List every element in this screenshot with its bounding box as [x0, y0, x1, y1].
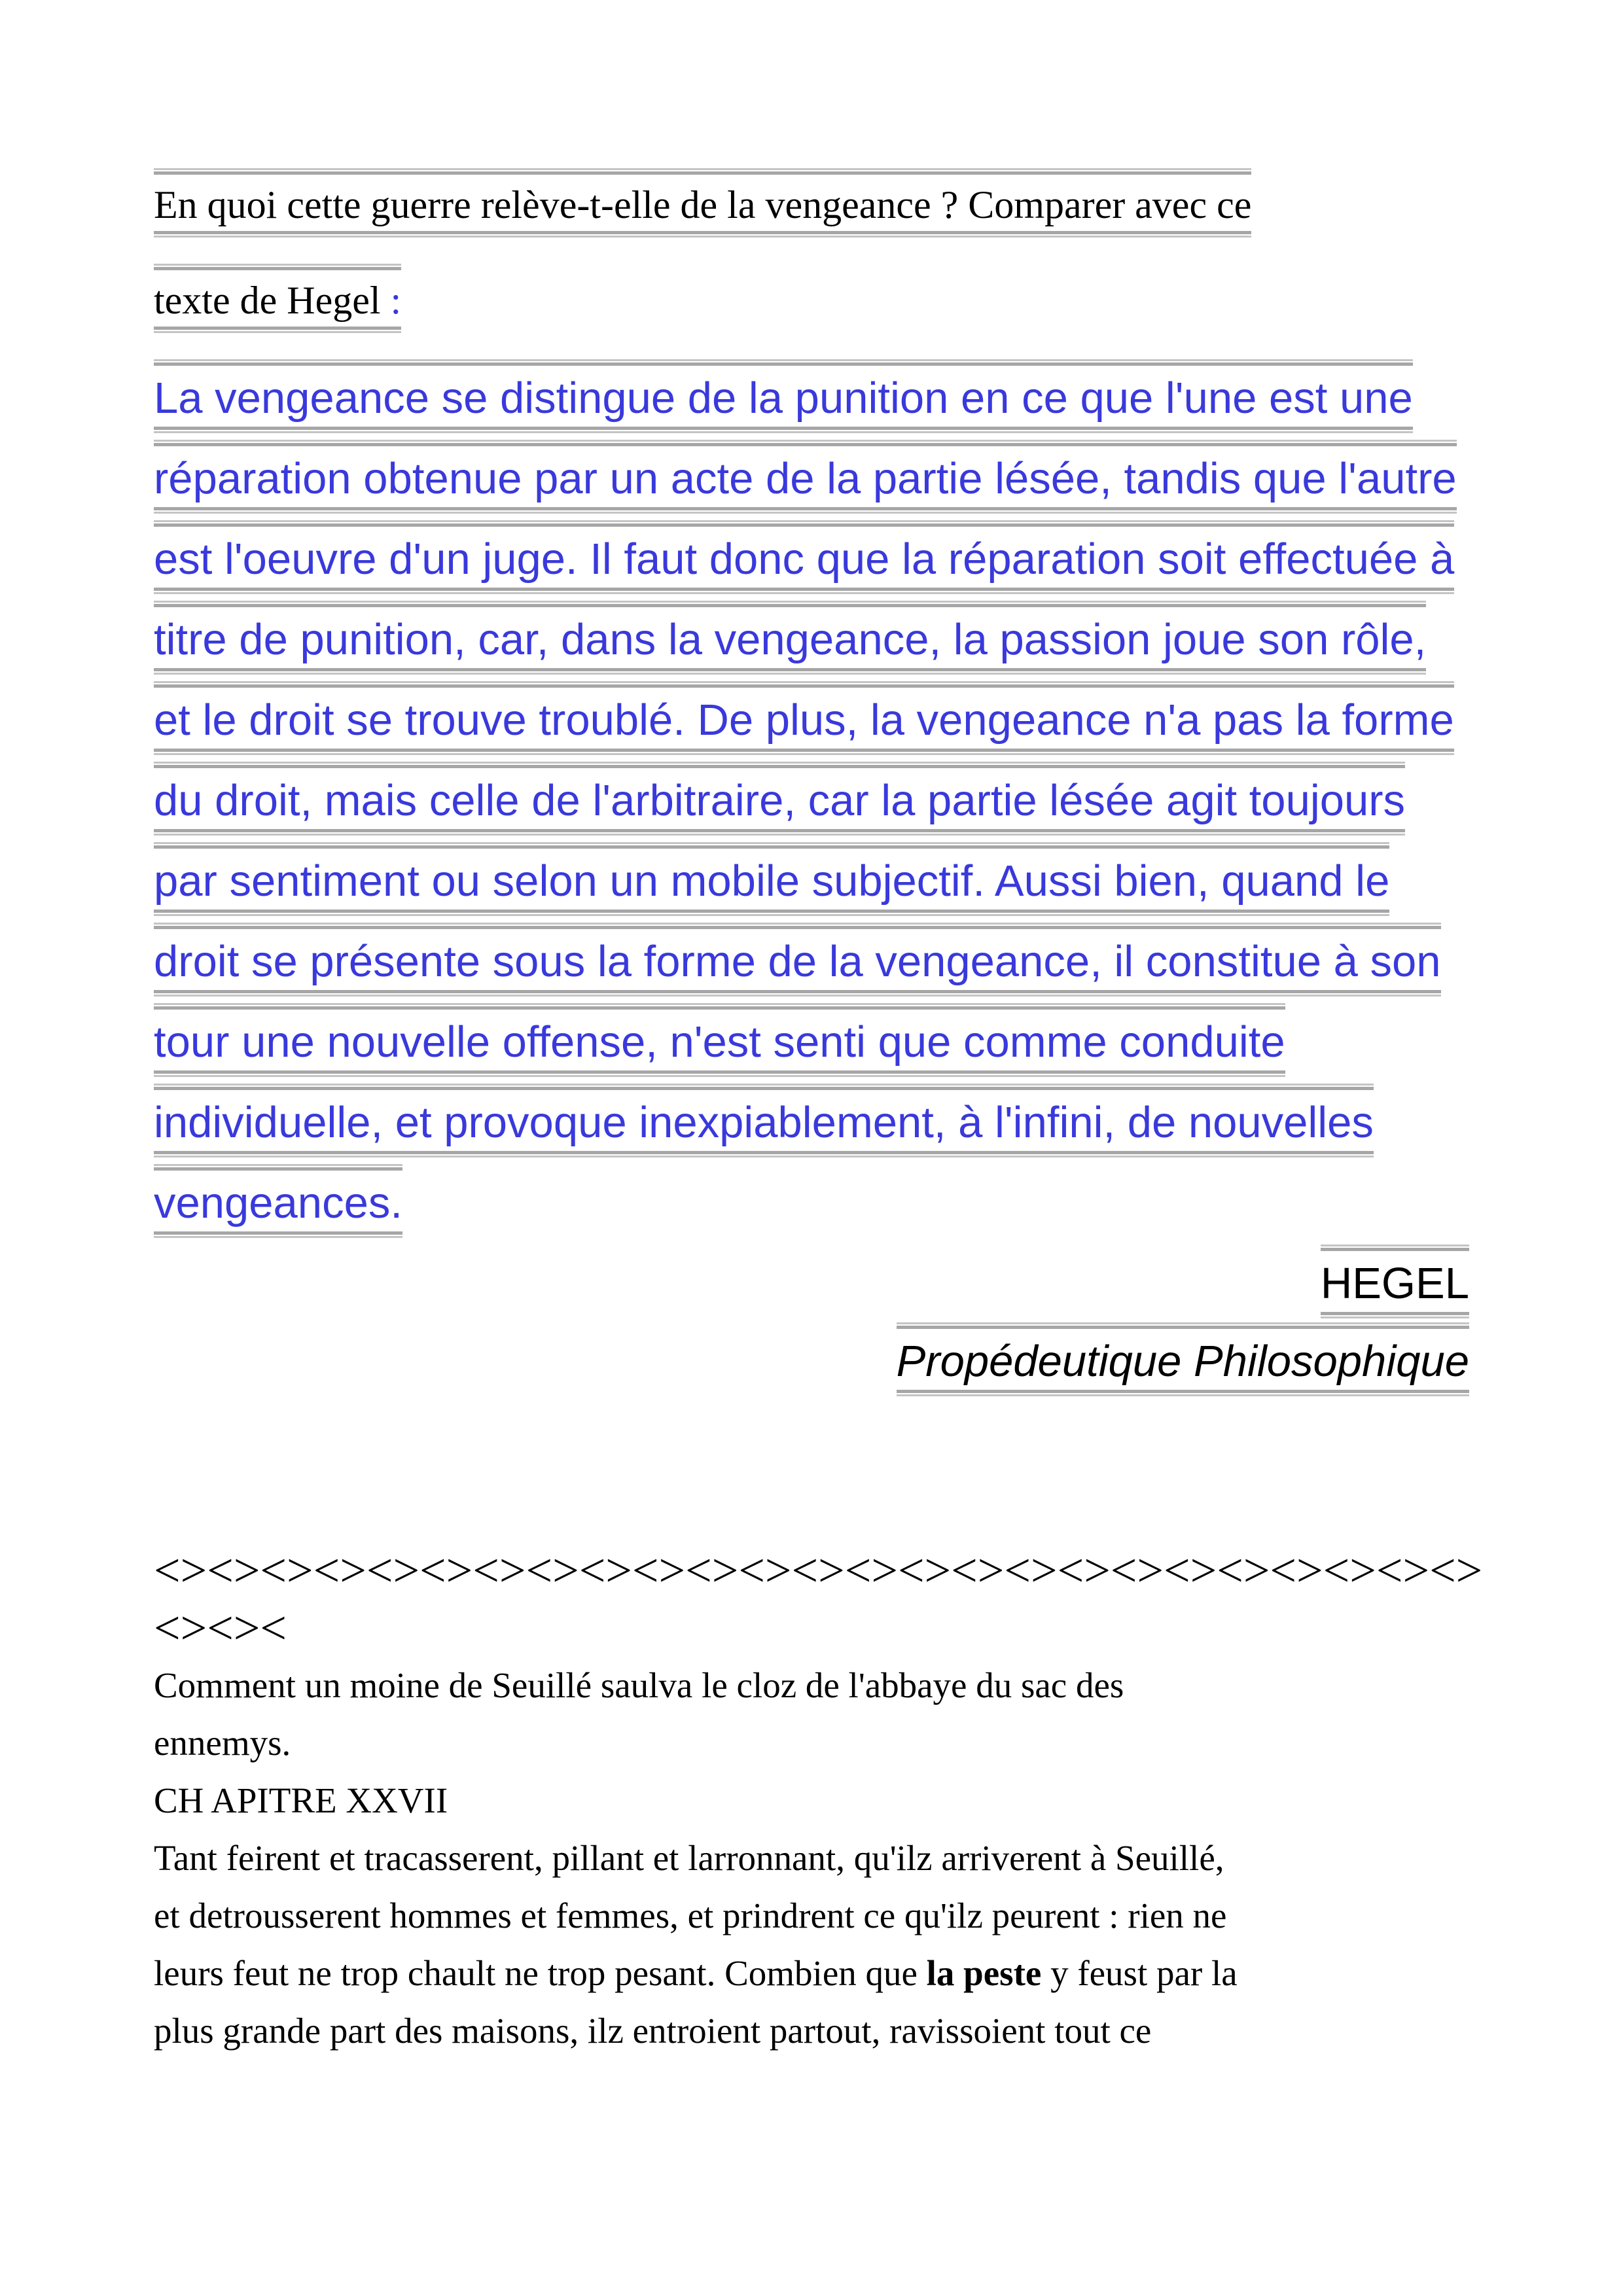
quote-line-text: réparation obtenue par un acte de la partie lésée, tandis que l'autre: [154, 440, 1457, 514]
rabelais-paragraph-line: et detrousserent hommes et femmes, et prindrent ce qu'ilz peurent : rien ne: [154, 1896, 1227, 1935]
quote-line-text: La vengeance se distingue de la punition en ce que l'une est une: [154, 359, 1413, 433]
rabelais-block: [154, 1542, 1483, 2060]
diamond-separator-row1: <><><><><><><><><><><><><><><><><><><><><><><><><>: [154, 1544, 1483, 1597]
quote-line: [154, 923, 1469, 997]
rabelais-heading-line: ennemys.: [154, 1723, 291, 1763]
question-line: [154, 168, 1469, 238]
quote-line-text: individuelle, et provoque inexpiablement, à l'infini, de nouvelles: [154, 1084, 1374, 1157]
rabelais-chapter-label: CH APITRE XXVII: [154, 1780, 448, 1820]
page-content: [154, 168, 1483, 2060]
attribution: [154, 1245, 1469, 1396]
quote-line-text: est l'oeuvre d'un juge. Il faut donc que la réparation soit effectuée à: [154, 520, 1454, 594]
quote-line: [154, 601, 1469, 675]
rabelais-paragraph-line: Tant feirent et tracasserent, pillant et larronnant, qu'ilz arriverent à Seuillé,: [154, 1838, 1224, 1878]
quote-line-text: et le droit se trouve troublé. De plus, la vengeance n'a pas la forme: [154, 681, 1454, 755]
rabelais-paragraph-line: plus grande part des maisons, ilz entroient partout, ravissoient tout ce: [154, 2011, 1152, 2051]
question-line-text: En quoi cette guerre relève-t-elle de la vengeance ? Comparer avec ce: [154, 168, 1251, 238]
rabelais-heading-line: Comment un moine de Seuillé saulva le cloz de l'abbaye du sac des: [154, 1665, 1124, 1705]
quote-line: [154, 681, 1469, 755]
quote-line-text: titre de punition, car, dans la vengeance, la passion joue son rôle,: [154, 601, 1426, 675]
quote-line: [154, 359, 1469, 433]
question-heading: [154, 168, 1469, 333]
hegel-quote: [154, 359, 1469, 1238]
quote-line: [154, 1164, 1469, 1238]
question-line2-colon: :: [390, 279, 402, 322]
question-line: [154, 264, 1469, 333]
diamond-separator-row2: <><><: [154, 1602, 287, 1654]
attribution-author: HEGEL: [1321, 1245, 1469, 1318]
quote-line: [154, 1003, 1469, 1077]
quote-line-text: par sentiment ou selon un mobile subjectif. Aussi bien, quand le: [154, 842, 1389, 916]
quote-line: [154, 440, 1469, 514]
paragraph-text: y feust par la: [1041, 1953, 1238, 1993]
paragraph-bold-text: la peste: [926, 1953, 1042, 1993]
quote-line-text: du droit, mais celle de l'arbitraire, car la partie lésée agit toujours: [154, 762, 1405, 836]
quote-line-text: droit se présente sous la forme de la vengeance, il constitue à son: [154, 923, 1441, 997]
quote-line: [154, 1084, 1469, 1157]
rabelais-paragraph-line: [154, 1945, 1469, 2002]
quote-line: [154, 520, 1469, 594]
quote-line-text: vengeances.: [154, 1164, 402, 1238]
paragraph-text: leurs feut ne trop chault ne trop pesant. Combien que: [154, 1953, 927, 1993]
quote-line-text: tour une nouvelle offense, n'est senti que comme conduite: [154, 1003, 1285, 1077]
quote-line: [154, 762, 1469, 836]
attribution-work-line: [154, 1322, 1469, 1396]
question-line2-black: texte de Hegel: [154, 279, 391, 322]
attribution-author-line: [154, 1245, 1469, 1318]
question-line-text: [154, 264, 401, 333]
quote-line: [154, 842, 1469, 916]
attribution-work: Propédeutique Philosophique: [897, 1322, 1469, 1396]
